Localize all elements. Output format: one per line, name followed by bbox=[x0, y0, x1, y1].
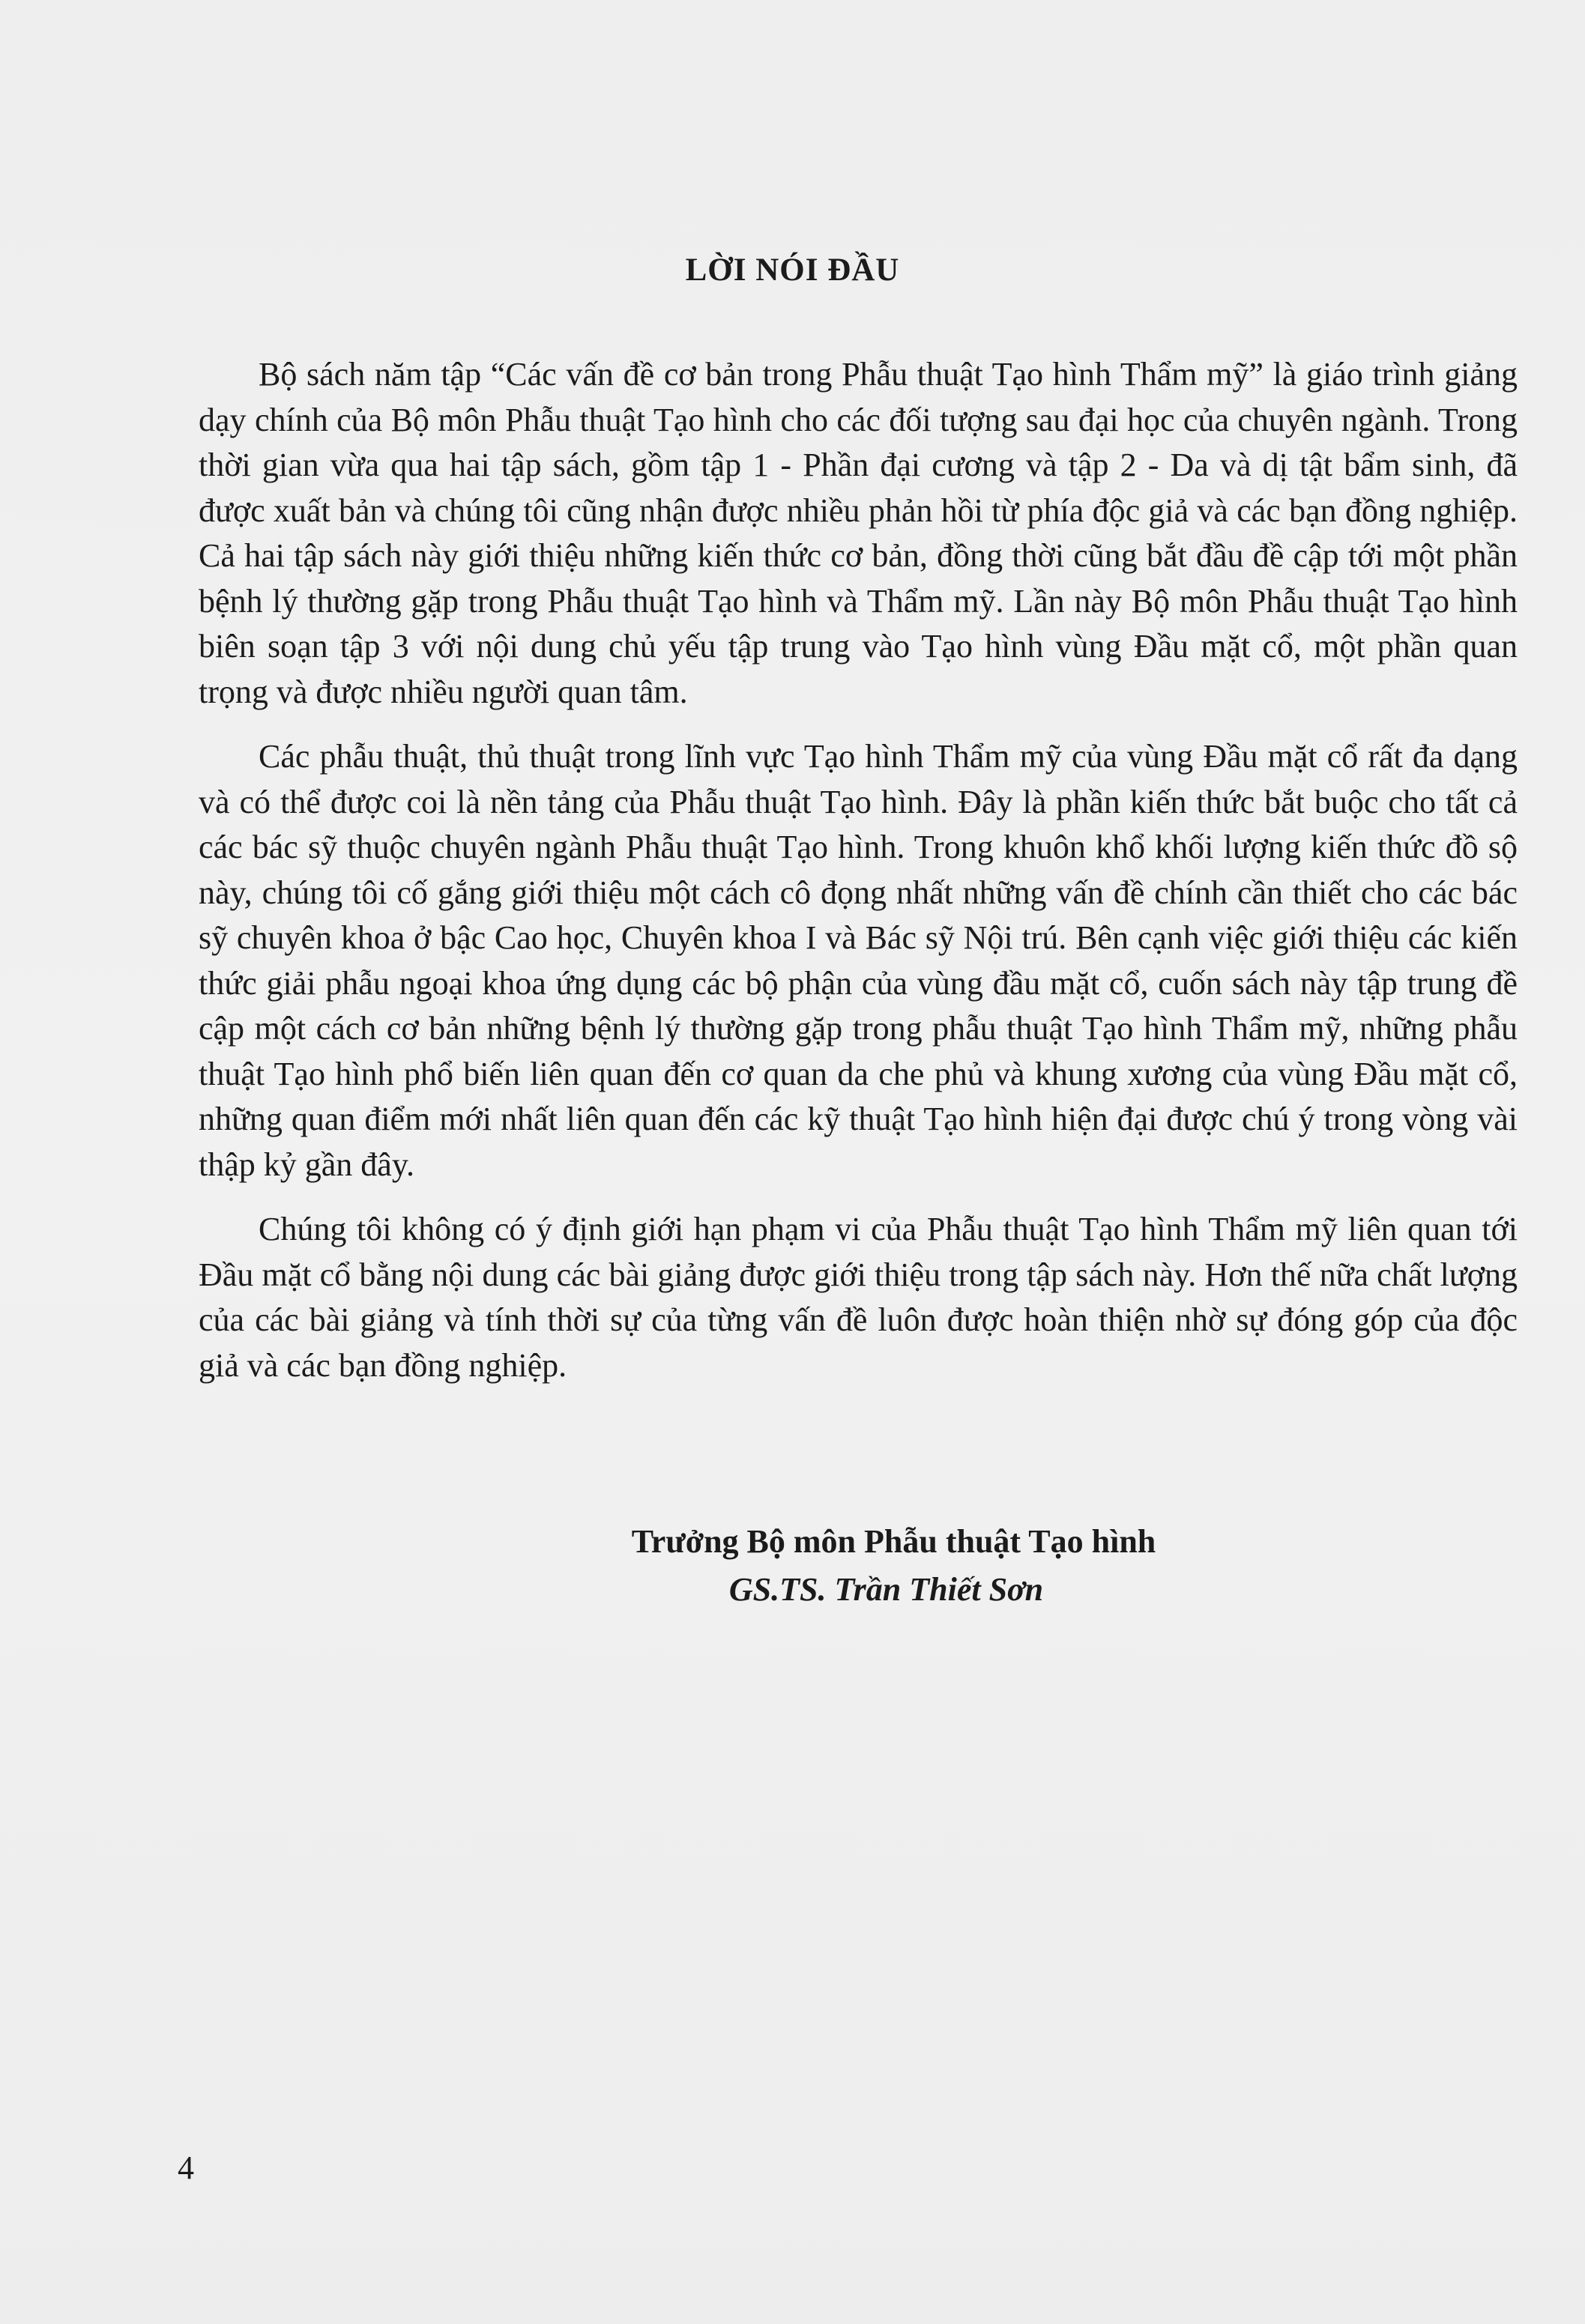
paragraph-1: Bộ sách năm tập “Các vấn đề cơ bản trong Phẫu thuật Tạo hình Thẩm mỹ” là giáo trình giảng dạy chính của Bộ môn Phẫu thuật Tạo hình cho các đối tượng sau đại học của chuyên ngành. Trong thời gian vừa qua hai tập sách, gồm tập 1 - Phần đại cương và tập 2 - Da và dị tật bẩm sinh, đã được xuất bản và chúng tôi cũng nhận được nhiều phản hồi từ phía độc giả và các bạn đồng nghiệp. Cả hai tập sách này giới thiệu những kiến thức cơ bản, đồng thời cũng bắt đầu đề cập tới một phần bệnh lý thường gặp trong Phẫu thuật Tạo hình và Thẩm mỹ. Lần này Bộ môn Phẫu thuật Tạo hình biên soạn tập 3 với nội dung chủ yếu tập trung vào Tạo hình vùng Đầu mặt cổ, một phần quan trọng và được nhiều người quan tâm. bbox=[199, 356, 1518, 710]
page-title: LỜI NÓI ĐẦU bbox=[685, 252, 900, 288]
preface-body bbox=[199, 352, 1518, 1408]
signature-title: Trưởng Bộ môn Phẫu thuật Tạo hình bbox=[631, 1523, 1156, 1560]
page-number: 4 bbox=[178, 2149, 194, 2186]
signature-block bbox=[0, 1518, 1585, 1614]
paragraph-3: Chúng tôi không có ý định giới hạn phạm vi của Phẫu thuật Tạo hình Thẩm mỹ liên quan tới Đầu mặt cổ bằng nội dung các bài giảng được giới thiệu trong tập sách này. Hơn thế nữa chất lượng của các bài giảng và tính thời sự của từng vấn đề luôn được hoàn thiện nhờ sự đóng góp của độc giả và các bạn đồng nghiệp. bbox=[199, 1211, 1518, 1384]
signature-name: GS.TS. Trần Thiết Sơn bbox=[728, 1571, 1044, 1608]
paragraph-2: Các phẫu thuật, thủ thuật trong lĩnh vực Tạo hình Thẩm mỹ của vùng Đầu mặt cổ rất đa dạng và có thể được coi là nền tảng của Phẫu thuật Tạo hình. Đây là phần kiến thức bắt buộc cho tất cả các bác sỹ thuộc chuyên ngành Phẫu thuật Tạo hình. Trong khuôn khổ khối lượng kiến thức đồ sộ này, chúng tôi cố gắng giới thiệu một cách cô đọng nhất những vấn đề chính cần thiết cho các bác sỹ chuyên khoa ở bậc Cao học, Chuyên khoa I và Bác sỹ Nội trú. Bên cạnh việc giới thiệu các kiến thức giải phẫu ngoại khoa ứng dụng các bộ phận của vùng đầu mặt cổ, cuốn sách này tập trung đề cập một cách cơ bản những bệnh lý thường gặp trong phẫu thuật Tạo hình Thẩm mỹ, những phẫu thuật Tạo hình phổ biến liên quan đến cơ quan da che phủ và khung xương của vùng Đầu mặt cổ, những quan điểm mới nhất liên quan đến các kỹ thuật Tạo hình hiện đại được chú ý trong vòng vài thập kỷ gần đây. bbox=[199, 738, 1518, 1183]
